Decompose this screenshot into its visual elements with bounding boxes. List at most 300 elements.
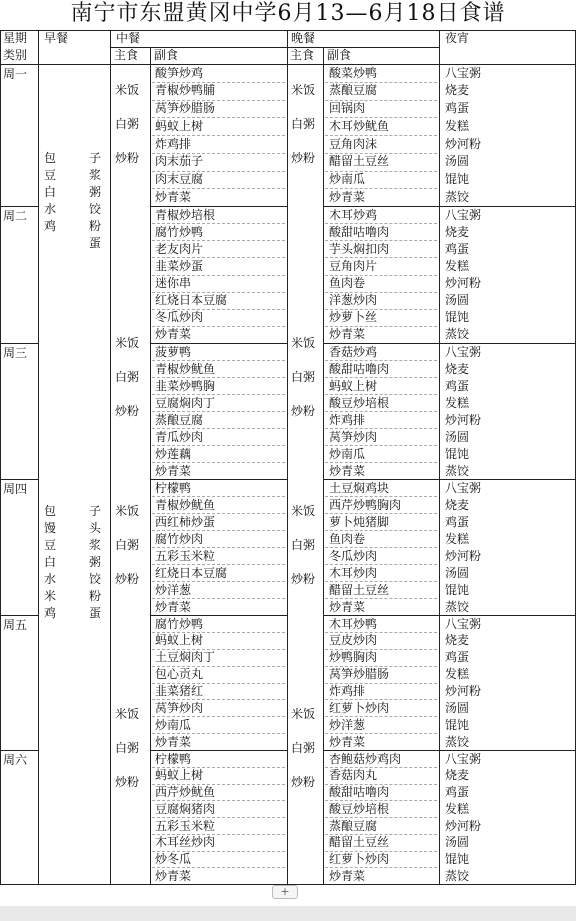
night-snack: 汤圆 xyxy=(445,700,470,715)
night-snack: 炒河粉 xyxy=(445,818,482,833)
weekday-header: 星期 xyxy=(3,31,28,45)
night-snack: 炒河粉 xyxy=(445,136,482,151)
dinner-staple: 米饭 xyxy=(291,504,316,518)
dinner-side-dish: 酸豆炒培根 xyxy=(329,801,390,816)
breakfast-item: 浆 xyxy=(89,168,102,182)
lunch-staple: 米饭 xyxy=(115,336,140,350)
lunch-side-dish: 腐竹炒鸭 xyxy=(155,616,204,631)
dashed-line xyxy=(152,223,285,224)
breakfast-item: 子 xyxy=(89,504,102,518)
dashed-line xyxy=(325,800,437,801)
dashed-line xyxy=(325,257,437,258)
lunch-staple: 白粥 xyxy=(115,538,140,552)
dashed-line xyxy=(325,462,437,463)
dashed-line xyxy=(325,240,437,241)
lunch-staple: 炒粉 xyxy=(115,775,140,789)
lunch-side-dish: 柠檬鸭 xyxy=(155,751,192,766)
night-snack: 鸡蛋 xyxy=(445,378,470,393)
dinner-side-dish: 蒸酿豆腐 xyxy=(329,818,378,833)
breakfast-item: 馒 xyxy=(44,521,57,535)
dinner-side-dish: 醋留土豆丝 xyxy=(329,154,390,169)
dashed-line xyxy=(325,530,437,531)
day-label: 周三 xyxy=(3,346,28,360)
dashed-line xyxy=(152,767,285,768)
dinner-side-header: 副食 xyxy=(327,48,352,62)
dashed-line xyxy=(152,377,285,378)
dinner-staple-header: 主食 xyxy=(290,48,315,62)
night-snack: 发糕 xyxy=(445,258,470,273)
dashed-line xyxy=(152,666,285,667)
dashed-line xyxy=(152,445,285,446)
dinner-side-dish: 酸菜炒鸭 xyxy=(329,65,378,80)
night-snack: 馄饨 xyxy=(445,582,470,597)
night-snack: 烧麦 xyxy=(445,768,470,783)
dashed-line xyxy=(152,564,285,565)
night-snack: 鸡蛋 xyxy=(445,785,470,799)
lunch-side-dish: 炒冬瓜 xyxy=(155,852,192,866)
lunch-side-dish: 腐竹炒肉 xyxy=(155,531,204,546)
dinner-side-dish: 红萝卜炒肉 xyxy=(329,852,390,866)
lunch-side-dish: 肉末豆腐 xyxy=(155,172,204,186)
dashed-line xyxy=(325,117,437,118)
night-snack: 炒河粉 xyxy=(445,276,482,290)
dinner-side-dish: 蒸酿豆腐 xyxy=(329,83,378,98)
lunch-side-dish: 老友肉片 xyxy=(155,241,204,256)
dashed-line xyxy=(152,649,285,650)
dashed-line xyxy=(325,649,437,650)
lunch-side-dish: 西芹炒鱿鱼 xyxy=(155,785,216,799)
dinner-side-dish: 鱼肉卷 xyxy=(329,276,366,290)
dinner-side-dish: 红萝卜炒肉 xyxy=(329,700,390,715)
dinner-side-dish: 杏鲍菇炒鸡肉 xyxy=(329,751,402,766)
dinner-side-dish: 西芹炒鸭胸肉 xyxy=(329,497,402,512)
dashed-line xyxy=(152,632,285,633)
night-snack: 烧麦 xyxy=(445,633,470,648)
lunch-staple-header: 主食 xyxy=(114,48,139,62)
night-snack: 发糕 xyxy=(445,667,470,682)
dinner-side-dish: 莴笋炒腊肠 xyxy=(329,667,390,682)
grid-line xyxy=(150,47,151,884)
dinner-side-dish: 炒洋葱 xyxy=(329,717,366,732)
lunch-side-dish: 豆腐焖肉丁 xyxy=(155,395,216,410)
grid-line xyxy=(0,479,38,480)
night-snack: 馄饨 xyxy=(445,172,470,186)
grid-line xyxy=(0,206,38,207)
dashed-line xyxy=(325,632,437,633)
lunch-staple: 炒粉 xyxy=(115,572,140,586)
dinner-staple: 炒粉 xyxy=(291,151,316,165)
lunch-staple: 米饭 xyxy=(115,83,140,97)
dashed-line xyxy=(152,275,285,276)
dashed-line xyxy=(325,834,437,835)
night-snack: 蒸饺 xyxy=(445,189,470,204)
dinner-staple: 炒粉 xyxy=(291,404,316,418)
dinner-side-dish: 洋葱炒肉 xyxy=(329,293,378,308)
lunch-staple: 白粥 xyxy=(115,741,140,755)
night-snack: 炒河粉 xyxy=(445,412,482,427)
night-snack: 鸡蛋 xyxy=(445,241,470,256)
night-snack: 八宝粥 xyxy=(445,65,482,80)
night-snack: 发糕 xyxy=(445,395,470,410)
dashed-line xyxy=(152,394,285,395)
dashed-line xyxy=(325,360,437,361)
night-snack: 汤圆 xyxy=(445,154,470,169)
lunch-side-dish: 包心贡丸 xyxy=(155,667,204,682)
grid-line xyxy=(0,30,576,31)
dashed-line xyxy=(325,223,437,224)
breakfast-item: 米 xyxy=(44,589,57,603)
lunch-side-dish: 韭菜炒鸭胸 xyxy=(155,378,216,393)
dashed-line xyxy=(325,683,437,684)
dashed-line xyxy=(325,666,437,667)
dinner-staple: 米饭 xyxy=(291,83,316,97)
night-snack: 烧麦 xyxy=(445,361,470,376)
night-snack: 炒河粉 xyxy=(445,548,482,563)
lunch-side-dish: 莴笋炒腊肠 xyxy=(155,101,216,115)
lunch-side-dish: 炒青菜 xyxy=(155,189,192,204)
dashed-line xyxy=(152,817,285,818)
breakfast-item: 饺 xyxy=(89,572,102,586)
dashed-line xyxy=(152,530,285,531)
lunch-side-dish: 炒青菜 xyxy=(155,327,192,342)
dashed-line xyxy=(152,257,285,258)
grid-line xyxy=(439,30,440,884)
lunch-side-dish: 五彩玉米粒 xyxy=(155,818,216,833)
grid-line xyxy=(0,64,576,65)
night-snack: 八宝粥 xyxy=(445,616,482,631)
dashed-line xyxy=(152,716,285,717)
dinner-staple: 白粥 xyxy=(291,370,316,384)
dinner-staple: 白粥 xyxy=(291,117,316,131)
dashed-line xyxy=(152,547,285,548)
dashed-line xyxy=(152,82,285,83)
dashed-line xyxy=(325,784,437,785)
breakfast-item: 粉 xyxy=(89,219,102,233)
dashed-line xyxy=(152,188,285,189)
dashed-line xyxy=(152,292,285,293)
lunch-side-dish: 五彩玉米粒 xyxy=(155,548,216,563)
night-snack: 馄饨 xyxy=(445,310,470,325)
dashed-line xyxy=(325,598,437,599)
night-snack: 烧麦 xyxy=(445,497,470,512)
dinner-side-dish: 酸甜咕噜肉 xyxy=(329,224,390,239)
dashed-line xyxy=(325,188,437,189)
dinner-side-dish: 豆皮炒肉 xyxy=(329,633,378,648)
night-snack: 鸡蛋 xyxy=(445,650,470,665)
dashed-line xyxy=(325,547,437,548)
dashed-line xyxy=(152,100,285,101)
dinner-side-dish: 炒青菜 xyxy=(329,599,366,614)
add-row-button[interactable]: + xyxy=(272,885,298,899)
dashed-line xyxy=(152,683,285,684)
night-header: 夜宵 xyxy=(445,31,470,45)
dashed-line xyxy=(152,496,285,497)
night-snack: 蒸饺 xyxy=(445,599,470,614)
dashed-line xyxy=(152,733,285,734)
dashed-line xyxy=(152,834,285,835)
night-snack: 八宝粥 xyxy=(445,344,482,359)
lunch-side-dish: 木耳丝炒肉 xyxy=(155,835,216,850)
dashed-line xyxy=(325,767,437,768)
lunch-staple: 白粥 xyxy=(115,117,140,131)
dashed-line xyxy=(325,513,437,514)
dinner-side-dish: 炒青菜 xyxy=(329,327,366,342)
night-snack: 炒河粉 xyxy=(445,684,482,698)
night-snack: 汤圆 xyxy=(445,429,470,444)
breakfast-item: 头 xyxy=(89,521,102,535)
dashed-line xyxy=(152,513,285,514)
lunch-side-dish: 蚂蚁上树 xyxy=(155,768,204,783)
lunch-side-dish: 青椒炒鱿鱼 xyxy=(155,497,216,512)
dinner-side-dish: 炸鸡排 xyxy=(329,412,366,427)
dinner-side-dish: 冬瓜炒肉 xyxy=(329,548,378,563)
dashed-line xyxy=(152,581,285,582)
dinner-side-dish: 醋留土豆丝 xyxy=(329,835,390,850)
dashed-line xyxy=(152,784,285,785)
night-snack: 鸡蛋 xyxy=(445,101,470,115)
dashed-line xyxy=(325,394,437,395)
dinner-side-dish: 芋头焖扣肉 xyxy=(329,241,390,256)
breakfast-item: 豆 xyxy=(44,538,57,552)
lunch-staple: 炒粉 xyxy=(115,404,140,418)
breakfast-item: 子 xyxy=(89,151,102,165)
lunch-side-dish: 蚂蚁上树 xyxy=(155,633,204,648)
dinner-side-dish: 土豆焖鸡块 xyxy=(329,480,390,495)
lunch-side-dish: 炸鸡排 xyxy=(155,136,192,151)
dinner-side-dish: 炒青菜 xyxy=(329,463,366,478)
grid-line xyxy=(323,47,324,884)
breakfast-item: 鸡 xyxy=(44,219,57,233)
breakfast-item: 水 xyxy=(44,202,57,216)
lunch-side-dish: 肉末茄子 xyxy=(155,154,204,169)
lunch-side-header: 副食 xyxy=(154,48,179,62)
dashed-line xyxy=(325,377,437,378)
dashed-line xyxy=(325,564,437,565)
night-snack: 汤圆 xyxy=(445,293,470,308)
dashed-line xyxy=(325,326,437,327)
dinner-side-dish: 酸甜咕噜肉 xyxy=(329,785,390,799)
grid-line xyxy=(0,615,38,616)
breakfast-item: 鸡 xyxy=(44,606,57,620)
lunch-side-dish: 青椒炒鱿鱼 xyxy=(155,361,216,376)
lunch-side-dish: 蚂蚁上树 xyxy=(155,118,204,133)
lunch-side-dish: 西红柿炒蛋 xyxy=(155,514,216,529)
dinner-side-dish: 蚂蚁上树 xyxy=(329,378,378,393)
dashed-line xyxy=(152,135,285,136)
breakfast-item: 浆 xyxy=(89,538,102,552)
dashed-line xyxy=(152,309,285,310)
dashed-line xyxy=(152,411,285,412)
breakfast-header: 早餐 xyxy=(44,31,69,45)
lunch-staple: 米饭 xyxy=(115,707,140,721)
dashed-line xyxy=(152,171,285,172)
night-snack: 蒸饺 xyxy=(445,463,470,478)
dinner-staple: 炒粉 xyxy=(291,572,316,586)
grid-line xyxy=(38,30,39,884)
night-snack: 烧麦 xyxy=(445,83,470,98)
lunch-side-dish: 酸笋炒鸡 xyxy=(155,65,204,80)
lunch-side-dish: 炒莲藕 xyxy=(155,446,192,461)
breakfast-item: 蛋 xyxy=(89,236,102,250)
bottom-bar xyxy=(0,906,576,921)
lunch-staple: 白粥 xyxy=(115,370,140,384)
dinner-staple: 炒粉 xyxy=(291,775,316,789)
breakfast-item: 包 xyxy=(44,504,57,518)
dinner-side-dish: 莴笋炒肉 xyxy=(329,429,378,444)
grid-line xyxy=(0,30,1,884)
dashed-line xyxy=(152,867,285,868)
lunch-side-dish: 韭菜炒蛋 xyxy=(155,258,204,273)
dashed-line xyxy=(325,817,437,818)
grid-line xyxy=(287,30,288,884)
dinner-side-dish: 豆角肉沫 xyxy=(329,136,378,151)
day-label: 周二 xyxy=(3,209,28,223)
breakfast-item: 豆 xyxy=(44,168,57,182)
dinner-staple: 米饭 xyxy=(291,707,316,721)
lunch-side-dish: 红烧日本豆腐 xyxy=(155,293,228,308)
dashed-line xyxy=(325,100,437,101)
night-snack: 鸡蛋 xyxy=(445,514,470,529)
night-snack: 烧麦 xyxy=(445,224,470,239)
breakfast-item: 粉 xyxy=(89,589,102,603)
dinner-side-dish: 鱼肉卷 xyxy=(329,531,366,546)
dinner-staple: 白粥 xyxy=(291,538,316,552)
grid-line xyxy=(110,30,111,884)
dashed-line xyxy=(152,699,285,700)
dashed-line xyxy=(325,428,437,429)
dinner-side-dish: 萝卜炖猪脚 xyxy=(329,514,390,529)
grid-line xyxy=(0,343,38,344)
lunch-side-dish: 炒青菜 xyxy=(155,599,192,614)
dashed-line xyxy=(152,153,285,154)
breakfast-item: 饺 xyxy=(89,202,102,216)
dashed-line xyxy=(152,360,285,361)
dashed-line xyxy=(152,851,285,852)
dinner-side-dish: 酸豆炒培根 xyxy=(329,395,390,410)
night-snack: 汤圆 xyxy=(445,835,470,850)
dashed-line xyxy=(325,496,437,497)
dashed-line xyxy=(325,135,437,136)
dashed-line xyxy=(152,800,285,801)
dinner-staple: 白粥 xyxy=(291,741,316,755)
breakfast-item: 水 xyxy=(44,572,57,586)
lunch-side-dish: 莴笋炒肉 xyxy=(155,700,204,715)
dashed-line xyxy=(325,867,437,868)
dashed-line xyxy=(325,82,437,83)
lunch-side-dish: 炒青菜 xyxy=(155,868,192,883)
dashed-line xyxy=(325,309,437,310)
lunch-side-dish: 菠萝鸭 xyxy=(155,344,192,359)
night-snack: 汤圆 xyxy=(445,565,470,580)
lunch-side-dish: 炒青菜 xyxy=(155,734,192,749)
dinner-side-dish: 木耳炒肉 xyxy=(329,565,378,580)
lunch-side-dish: 青瓜炒肉 xyxy=(155,429,204,444)
dashed-line xyxy=(325,716,437,717)
dashed-line xyxy=(152,240,285,241)
dinner-side-dish: 木耳炒鱿鱼 xyxy=(329,118,390,133)
dinner-side-dish: 炒青菜 xyxy=(329,868,366,883)
breakfast-item: 包 xyxy=(44,151,57,165)
dinner-side-dish: 酸甜咕噜肉 xyxy=(329,361,390,376)
lunch-side-dish: 青椒炒培根 xyxy=(155,207,216,222)
dashed-line xyxy=(325,153,437,154)
dinner-side-dish: 醋留土豆丝 xyxy=(329,582,390,597)
dinner-side-dish: 木耳炒鸭 xyxy=(329,616,378,631)
dashed-line xyxy=(325,581,437,582)
breakfast-item: 蛋 xyxy=(89,606,102,620)
dinner-staple: 米饭 xyxy=(291,336,316,350)
dinner-side-dish: 炒萝卜丝 xyxy=(329,310,378,325)
dinner-side-dish: 炒青菜 xyxy=(329,734,366,749)
lunch-side-dish: 豆腐焖猪肉 xyxy=(155,801,216,816)
dinner-side-dish: 炒南瓜 xyxy=(329,446,366,461)
dashed-line xyxy=(325,445,437,446)
breakfast-item: 粥 xyxy=(89,555,102,569)
dinner-side-dish: 炒南瓜 xyxy=(329,172,366,186)
lunch-side-dish: 土豆焖肉丁 xyxy=(155,650,216,665)
lunch-header: 中餐 xyxy=(116,31,141,45)
dinner-side-dish: 木耳炒鸡 xyxy=(329,207,378,222)
night-snack: 馄饨 xyxy=(445,717,470,732)
breakfast-item: 白 xyxy=(44,185,57,199)
night-snack: 蒸饺 xyxy=(445,734,470,749)
lunch-side-dish: 韭菜猪红 xyxy=(155,684,204,698)
lunch-side-dish: 冬瓜炒肉 xyxy=(155,310,204,325)
lunch-staple: 米饭 xyxy=(115,504,140,518)
day-label: 周五 xyxy=(3,618,28,632)
night-snack: 发糕 xyxy=(445,118,470,133)
lunch-side-dish: 红烧日本豆腐 xyxy=(155,565,228,580)
dashed-line xyxy=(325,275,437,276)
dinner-side-dish: 香菇肉丸 xyxy=(329,768,378,783)
lunch-side-dish: 炒青菜 xyxy=(155,463,192,478)
dinner-side-dish: 炸鸡排 xyxy=(329,684,366,698)
lunch-side-dish: 腐竹炒鸭 xyxy=(155,224,204,239)
night-snack: 发糕 xyxy=(445,801,470,816)
dinner-header: 晚餐 xyxy=(291,31,316,45)
night-snack: 馄饨 xyxy=(445,446,470,461)
breakfast-item: 粥 xyxy=(89,185,102,199)
dashed-line xyxy=(325,733,437,734)
dashed-line xyxy=(325,851,437,852)
dashed-line xyxy=(152,462,285,463)
lunch-side-dish: 炒洋葱 xyxy=(155,582,192,597)
night-snack: 八宝粥 xyxy=(445,207,482,222)
night-snack: 蒸饺 xyxy=(445,868,470,883)
dashed-line xyxy=(325,699,437,700)
dashed-line xyxy=(325,411,437,412)
dashed-line xyxy=(152,326,285,327)
lunch-side-dish: 迷你串 xyxy=(155,276,192,290)
dashed-line xyxy=(152,598,285,599)
night-snack: 发糕 xyxy=(445,531,470,546)
breakfast-item: 白 xyxy=(44,555,57,569)
day-label: 周一 xyxy=(3,67,28,81)
menu-title: 南宁市东盟黄冈中学6月13—6月18日食谱 xyxy=(70,1,506,26)
lunch-side-dish: 蒸酿豆腐 xyxy=(155,412,204,427)
lunch-side-dish: 柠檬鸭 xyxy=(155,480,192,495)
night-snack: 八宝粥 xyxy=(445,480,482,495)
dashed-line xyxy=(325,171,437,172)
lunch-side-dish: 炒南瓜 xyxy=(155,717,192,732)
dashed-line xyxy=(152,428,285,429)
dinner-side-dish: 豆角肉片 xyxy=(329,258,378,273)
dinner-side-dish: 炒鸭胸肉 xyxy=(329,650,378,665)
lunch-staple: 炒粉 xyxy=(115,151,140,165)
dashed-line xyxy=(152,117,285,118)
dinner-side-dish: 炒青菜 xyxy=(329,189,366,204)
dinner-side-dish: 香菇炒鸡 xyxy=(329,344,378,359)
